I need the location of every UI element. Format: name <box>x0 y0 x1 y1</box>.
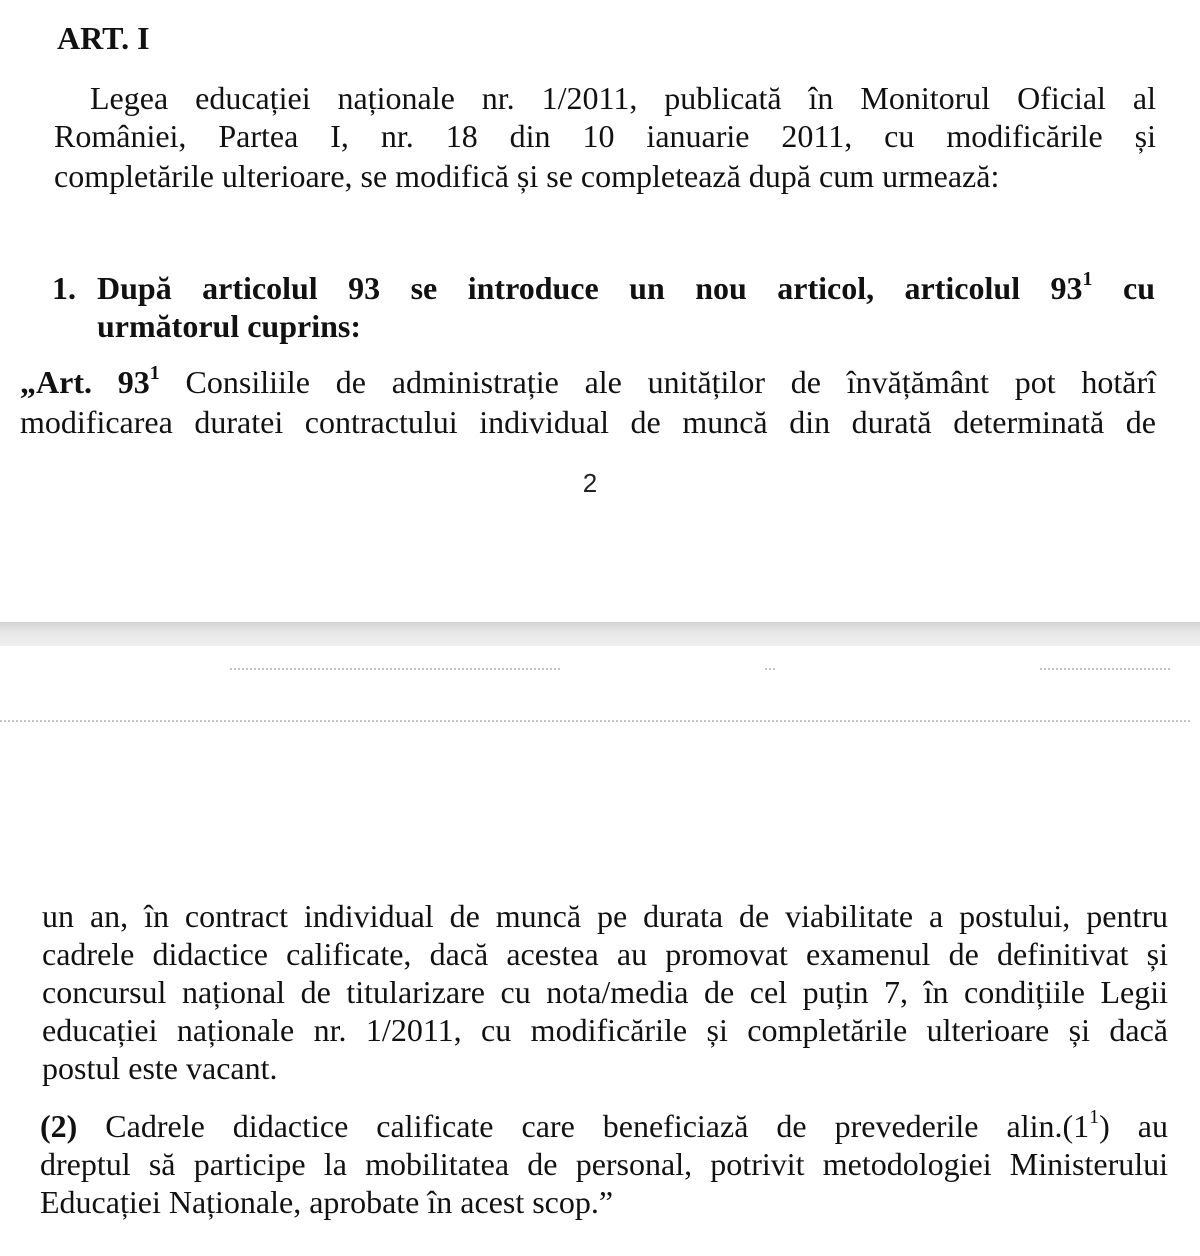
paragraph-line-3: concursul național de titularizare cu nota/media de cel puțin 7, în condițiile Legii <box>42 974 1168 1010</box>
item-line-1: După articolul 93 se introduce un nou articol, articolul $93^1$ cu <box>97 268 1156 306</box>
intro-line-2: României, Partea I, nr. 18 din 10 ianuarie 2011, cu modificările și <box>54 118 1156 154</box>
scan-artifact <box>1040 668 1170 670</box>
article-heading: ART. I <box>57 20 150 56</box>
alin2-line-3: Educației Naționale, aprobate în acest scop.” <box>40 1184 614 1220</box>
page-number: 2 <box>582 468 598 498</box>
paragraph-line-2: cadrele didactice calificate, dacă acestea au promovat examenul de definitivat și <box>42 936 1168 972</box>
paragraph-line-4: educației naționale nr. 1/2011, cu modificările și completările ulterioare și dacă <box>42 1012 1168 1048</box>
intro-line-3: completările ulterioare, se modifică și se completează după cum urmează: <box>54 158 1000 194</box>
item-line-2: următorul cuprins: <box>97 308 361 344</box>
scan-artifact <box>230 668 560 670</box>
page-separator <box>0 622 1200 646</box>
article-line-1: „Art. $93^1$ Consiliile de administrație ale unităților de învățământ pot hotărî <box>20 362 1157 400</box>
alin2-line-2: dreptul să participe la mobilitatea de personal, potrivit metodologiei Ministerului <box>40 1146 1168 1182</box>
scan-artifact <box>765 668 775 670</box>
item-number: 1. <box>52 270 76 306</box>
paragraph-line-1: un an, în contract individual de muncă pe durata de viabilitate a postului, pentru <box>42 898 1168 934</box>
document-page-bottom <box>0 646 1200 1256</box>
paragraph-line-5: postul este vacant. <box>42 1050 278 1086</box>
scan-artifact <box>0 720 1190 722</box>
document-page-top <box>0 0 1200 622</box>
alin2-line-1: (2) Cadrele didactice calificate care beneficiază de prevederile $alin.(1^1)$ au <box>40 1106 1169 1144</box>
intro-line-1: Legea educației naționale nr. 1/2011, publicată în Monitorul Oficial al <box>90 80 1156 116</box>
article-line-2: modificarea duratei contractului individual de muncă din durată determinată de <box>20 404 1156 440</box>
